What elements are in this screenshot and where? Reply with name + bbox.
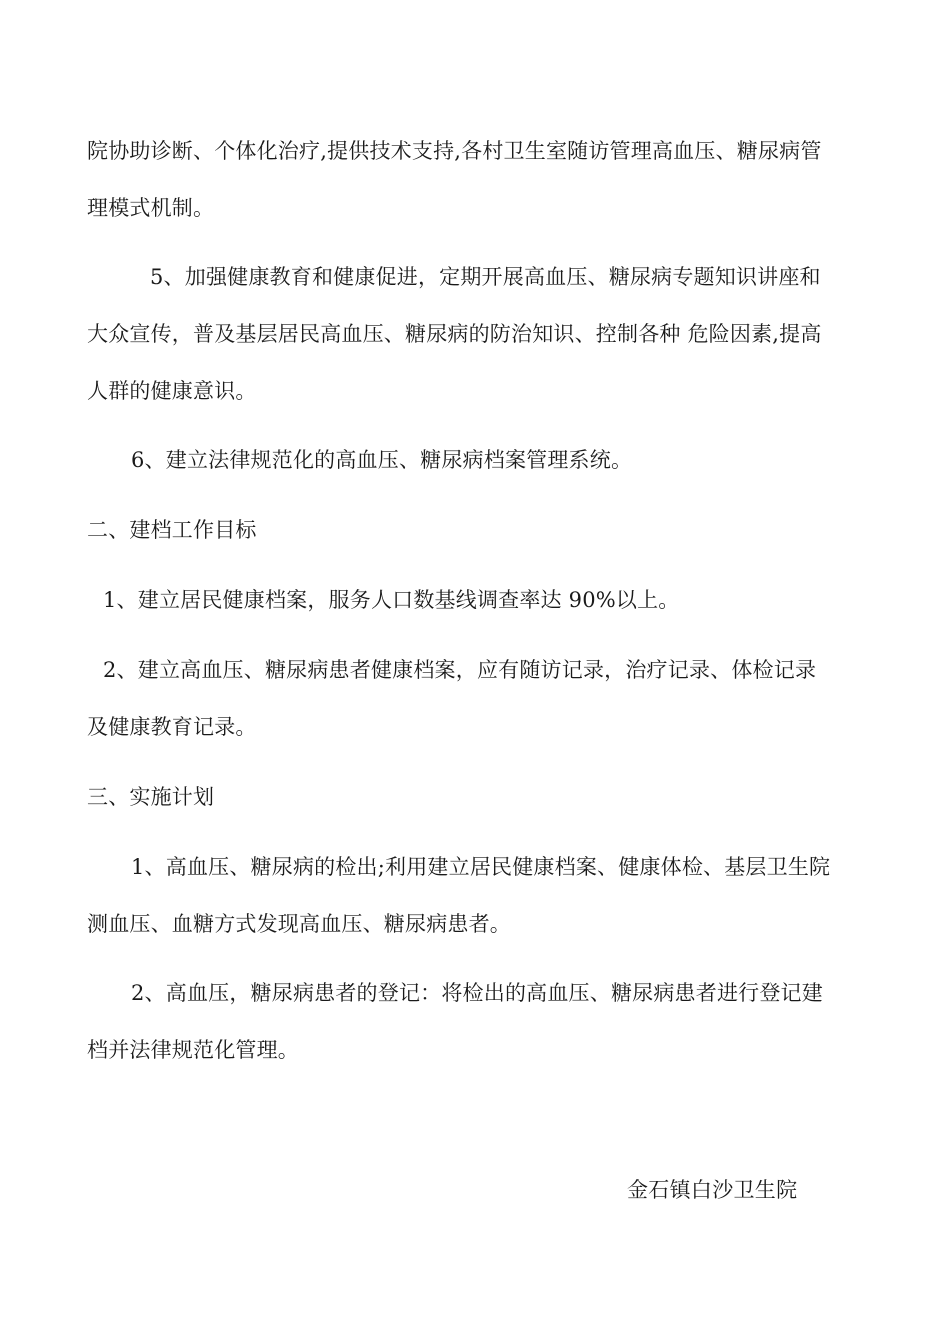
paragraph-line: 2、高血压，糖尿病患者的登记：将检出的高血压、糖尿病患者进行登记建 [131, 981, 823, 1005]
paragraph-line: 档并法律规范化管理。 [87, 1038, 299, 1062]
section-heading: 二、建档工作目标 [87, 518, 257, 542]
paragraph-line: 理模式机制。 [87, 196, 215, 220]
paragraph-line: 6、建立法律规范化的高血压、糖尿病档案管理系统。 [131, 448, 633, 472]
paragraph-line: 1、建立居民健康档案，服务人口数基线调查率达 90%以上。 [103, 588, 680, 612]
section-heading: 三、实施计划 [87, 785, 215, 809]
paragraph-line: 人群的健康意识。 [87, 379, 257, 403]
paragraph-line: 及健康教育记录。 [87, 715, 257, 739]
paragraph-line: 院协助诊断、个体化治疗,提供技术支持,各村卫生室随访管理高血压、糖尿病管 [87, 139, 822, 163]
paragraph-line: 2、建立高血压、糖尿病患者健康档案，应有随访记录，治疗记录、体检记录 [103, 658, 817, 682]
signature-organization: 金石镇白沙卫生院 [627, 1178, 798, 1202]
paragraph-line: 测血压、血糖方式发现高血压、糖尿病患者。 [87, 912, 511, 936]
paragraph-line: 1、高血压、糖尿病的检出;利用建立居民健康档案、健康体检、基层卫生院 [131, 855, 831, 879]
paragraph-line: 大众宣传，普及基层居民高血压、糖尿病的防治知识、控制各种 危险因素,提高 [87, 322, 822, 346]
paragraph-line: 5、加强健康教育和健康促进，定期开展高血压、糖尿病专题知识讲座和 [150, 265, 821, 289]
